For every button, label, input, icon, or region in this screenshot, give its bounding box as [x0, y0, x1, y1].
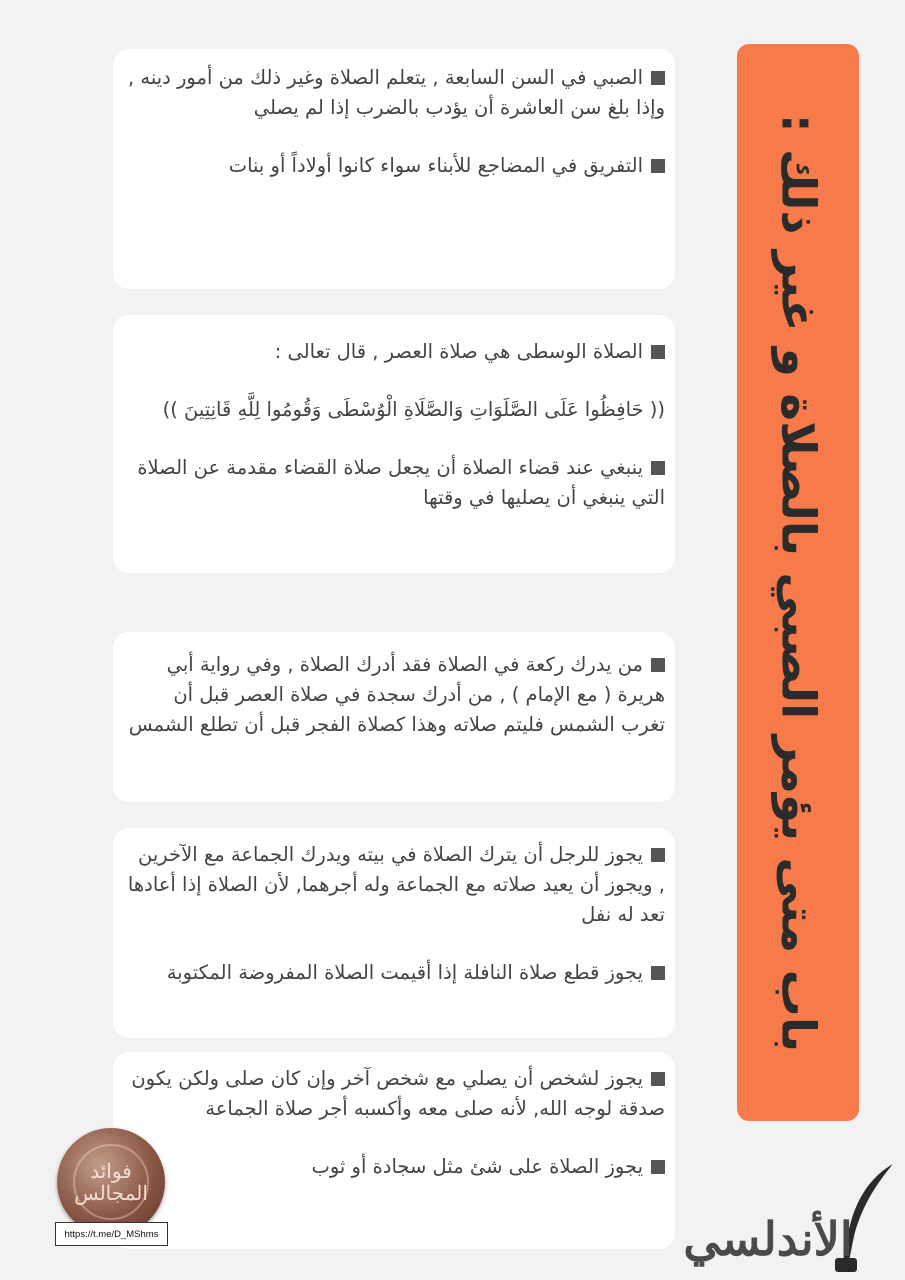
quran-verse: (( حَافِظُوا عَلَى الصَّلَوَاتِ وَالصَّلَاةِ الْوُسْطَى وَقُومُوا لِلَّهِ قَانِتِينَ ))	[162, 398, 665, 421]
content-card-1	[113, 49, 675, 289]
content-card-2	[113, 315, 675, 573]
square-bullet-icon	[651, 848, 665, 862]
card-paragraph: ينبغي عند قضاء الصلاة أن يجعل صلاة القضاء مقدمة عن الصلاة التي ينبغي أن يصليها في وقتها	[137, 456, 665, 509]
card-paragraph: يجوز الصلاة على شئ مثل سجادة أو ثوب	[127, 1152, 665, 1182]
square-bullet-icon	[651, 345, 665, 359]
card-paragraph: يجوز لشخص أن يصلي مع شخص آخر وإن كان صلى ولكن يكون صدقة لوجه الله, لأنه صلى معه وأكسبه أجر صلاة الجماعة	[131, 1067, 665, 1120]
content-card-4	[113, 828, 675, 1038]
seal-text: فوائد المجالس	[73, 1144, 149, 1220]
content-card-5	[113, 1052, 675, 1249]
card-paragraph: يجوز للرجل أن يترك الصلاة في بيته ويدرك الجماعة مع الآخرين , ويجوز أن يعيد صلاته مع الجماعة وله أجرهما, لأن الصلاة إذا أعادها تعد له نفل	[127, 843, 665, 926]
card-paragraph: يجوز قطع صلاة النافلة إذا أقيمت الصلاة المفروضة المكتوبة	[127, 958, 665, 988]
square-bullet-icon	[651, 71, 665, 85]
card-paragraph: الصبي في السن السابعة , يتعلم الصلاة وغير ذلك من أمور دينه , وإذا بلغ سن العاشرة أن يؤدب بالضرب إذا لم يصلي	[127, 66, 665, 119]
channel-link[interactable]: https://t.me/D_MShms	[55, 1222, 168, 1246]
square-bullet-icon	[651, 461, 665, 475]
title-banner	[737, 44, 859, 1121]
card-paragraph: من يدرك ركعة في الصلاة فقد أدرك الصلاة , وفي رواية أبي هريرة ( مع الإمام ) , من أدرك سجدة في صلاة العصر قبل أن تغرب الشمس فليتم صلاته وهذا كصلاة الفجر قبل أن تطلع الشمس	[128, 653, 665, 736]
square-bullet-icon	[651, 1160, 665, 1174]
square-bullet-icon	[651, 1072, 665, 1086]
content-card-3	[113, 632, 675, 802]
card-paragraph: التفريق في المضاجع للأبناء سواء كانوا أولاداً أو بنات	[127, 151, 665, 181]
square-bullet-icon	[651, 966, 665, 980]
square-bullet-icon	[651, 159, 665, 173]
page-title: باب متى يؤمر الصبي بالصلاة و غير ذلك :	[770, 113, 826, 1052]
wax-seal-logo	[57, 1128, 165, 1236]
card-paragraph: الصلاة الوسطى هي صلاة العصر , قال تعالى :	[127, 337, 665, 367]
signature: الأندلسي	[683, 1160, 898, 1275]
square-bullet-icon	[651, 658, 665, 672]
